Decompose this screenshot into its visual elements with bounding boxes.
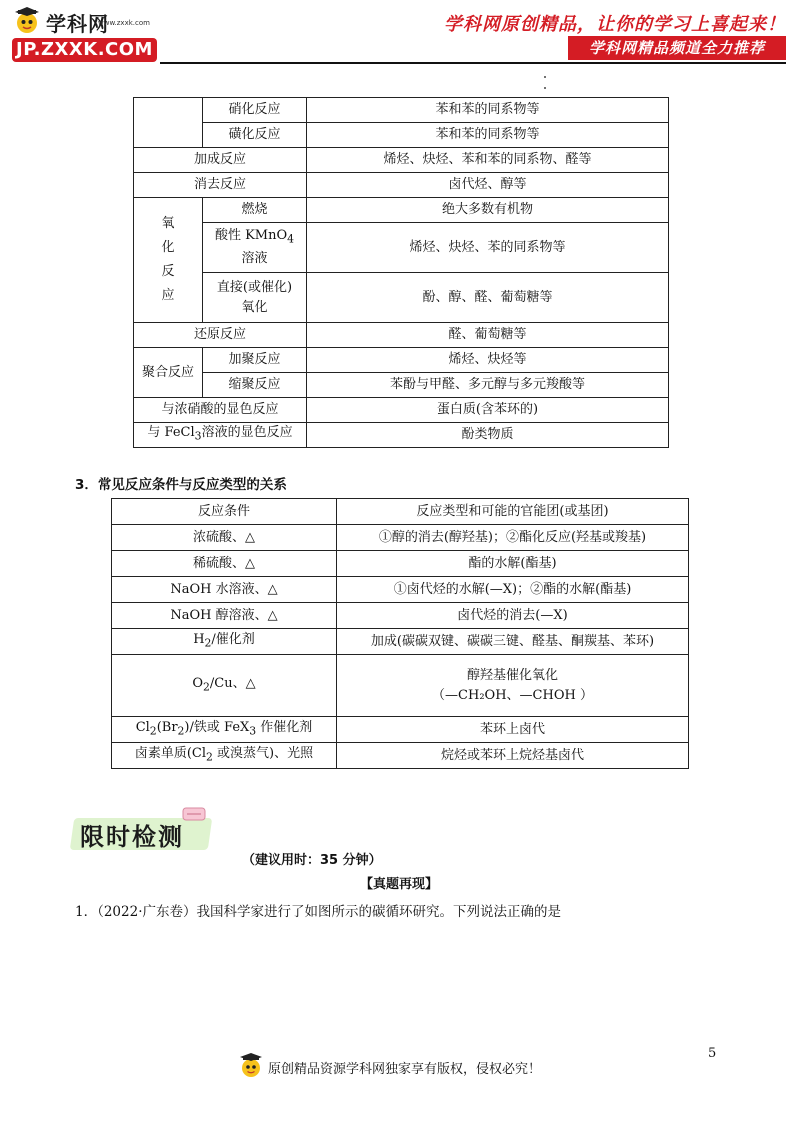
reaction-condition-table xyxy=(111,498,689,769)
cell-text: 溶液的显色反应 xyxy=(201,425,293,441)
group-char: 化 xyxy=(161,240,175,255)
cell-text: 卤素单质(Cl xyxy=(134,745,207,761)
condition-cell xyxy=(112,743,337,769)
copyright-notice: 原创精品资源学科网独家享有版权，侵权必究！ xyxy=(268,1062,542,1077)
empty-group-cell xyxy=(134,98,203,148)
table-row xyxy=(134,423,669,448)
header-slogan-badge: 学科网精品频道全力推荐 xyxy=(568,36,786,60)
subscript: 2 xyxy=(203,680,210,694)
reaction-type-cell: 与浓硝酸的显色反应 xyxy=(134,398,307,423)
reaction-type-table xyxy=(133,97,669,448)
reaction-type-cell: 加成(碳碳双键、碳碳三键、醛基、酮羰基、苯环) xyxy=(337,629,689,655)
speck-mark xyxy=(544,76,546,78)
table-row xyxy=(134,148,669,173)
substrate-cell: 烯烃、炔烃、苯和苯的同系物、醛等 xyxy=(307,148,669,173)
condition-cell xyxy=(112,717,337,743)
group-char: 应 xyxy=(161,288,175,303)
subscript: 2 xyxy=(177,724,185,738)
logo-name: 学科网 xyxy=(46,12,109,36)
table-row xyxy=(134,173,669,198)
reaction-type-cell: 苯环上卤代 xyxy=(337,717,689,743)
reaction-type-cell: 消去反应 xyxy=(134,173,307,198)
substrate-cell: 苯酚与甲醛、多元醇与多元羧酸等 xyxy=(307,373,669,398)
mascot-icon xyxy=(238,1052,264,1080)
cell-text: O xyxy=(192,675,204,691)
suggested-time: （建议用时：35 分钟） xyxy=(242,853,382,868)
reaction-type-cell: 加聚反应 xyxy=(203,348,307,373)
header-rule xyxy=(160,62,786,64)
cell-text: (Br xyxy=(156,719,178,735)
question-1: 1．（2022·广东卷）我国科学家进行了如图所示的碳循环研究。下列说法正确的是 xyxy=(75,904,561,920)
table-row xyxy=(112,603,689,629)
cell-text: 酸性 KMnO xyxy=(214,227,288,243)
table-row xyxy=(134,98,669,123)
logo-subtext: www.zxxk.com xyxy=(98,19,150,27)
footer xyxy=(238,1052,568,1082)
reaction-type-cell xyxy=(203,273,307,323)
cell-text: 或溴蒸气)、光照 xyxy=(212,745,314,761)
timed-test-banner xyxy=(64,812,214,852)
subscript: 3 xyxy=(194,429,202,443)
table-row xyxy=(112,577,689,603)
reaction-type-cell: 还原反应 xyxy=(134,323,307,348)
substrate-cell: 卤代烃、醇等 xyxy=(307,173,669,198)
table-row xyxy=(112,743,689,769)
header-slogan: 学科网原创精品，让你的学习上喜起来！ xyxy=(444,14,786,35)
subscript: 2 xyxy=(204,636,212,650)
condition-cell: NaOH 醇溶液、△ xyxy=(112,603,337,629)
table-row xyxy=(112,717,689,743)
reaction-type-cell: 缩聚反应 xyxy=(203,373,307,398)
table-row xyxy=(134,273,669,323)
substrate-cell: 醛、葡萄糖等 xyxy=(307,323,669,348)
subscript: 2 xyxy=(206,750,213,764)
reaction-type-cell: ①卤代烃的水解(—X)；②酯的水解(酯基) xyxy=(337,577,689,603)
cell-text: /Cu、△ xyxy=(209,675,256,691)
substrate-cell: 烯烃、炔烃等 xyxy=(307,348,669,373)
cell-text: /催化剂 xyxy=(211,631,255,647)
cell-text: 醇羟基催化氧化 xyxy=(466,667,558,683)
reaction-type-cell xyxy=(203,223,307,273)
condition-cell: NaOH 水溶液、△ xyxy=(112,577,337,603)
substrate-cell: 蛋白质(含苯环的) xyxy=(307,398,669,423)
table-row xyxy=(134,223,669,273)
cell-text: 直接(或催化) xyxy=(216,279,293,295)
cell-text: H xyxy=(193,631,205,647)
section-tag: 【真题再现】 xyxy=(360,877,439,892)
cell-text: 氧化 xyxy=(241,299,268,315)
reaction-type-cell: 烷烃或苯环上烷烃基卤代 xyxy=(337,743,689,769)
page-number: 5 xyxy=(708,1046,717,1061)
table-row xyxy=(134,198,669,223)
speck-mark xyxy=(544,87,546,89)
condition-cell: 浓硫酸、△ xyxy=(112,525,337,551)
reaction-type-cell xyxy=(134,423,307,448)
logo-url-badge[interactable]: JP.ZXXK.COM xyxy=(12,38,157,62)
reaction-type-cell: ①醇的消去(醇羟基)；②酯化反应(羟基或羧基) xyxy=(337,525,689,551)
table-row xyxy=(134,348,669,373)
cell-text: Cl xyxy=(135,719,150,735)
reaction-type-cell: 磺化反应 xyxy=(203,123,307,148)
cell-text: )/铁或 FeX xyxy=(184,719,250,735)
condition-cell xyxy=(112,629,337,655)
condition-cell: 稀硫酸、△ xyxy=(112,551,337,577)
condition-cell xyxy=(112,655,337,717)
cell-text: 与 FeCl xyxy=(147,425,195,441)
reaction-type-cell: 酯的水解(酯基) xyxy=(337,551,689,577)
substrate-cell: 酚、醇、醛、葡萄糖等 xyxy=(307,273,669,323)
table-row xyxy=(134,123,669,148)
reaction-type-cell: 卤代烃的消去(—X) xyxy=(337,603,689,629)
subscript: 4 xyxy=(287,232,295,246)
functional-group-formula: （—CH₂OH、—CHOH ） xyxy=(432,687,593,703)
group-char: 反 xyxy=(161,264,175,279)
subscript: 3 xyxy=(249,724,257,738)
section-3-title: 3．常见反应条件与反应类型的关系 xyxy=(75,477,287,493)
group-char: 氧 xyxy=(161,216,175,231)
table-row xyxy=(112,525,689,551)
site-logo[interactable] xyxy=(12,6,162,34)
oxidation-group-cell xyxy=(134,198,203,323)
column-header: 反应条件 xyxy=(112,499,337,525)
reaction-type-cell: 燃烧 xyxy=(203,198,307,223)
paperclip-icon xyxy=(181,804,207,824)
table-row xyxy=(134,398,669,423)
reaction-type-cell: 加成反应 xyxy=(134,148,307,173)
table-row xyxy=(134,323,669,348)
table-row xyxy=(112,655,689,717)
cell-text: 作催化剂 xyxy=(256,719,313,735)
subscript: 2 xyxy=(149,724,157,738)
banner-title: 限时检测 xyxy=(80,823,184,851)
table-row xyxy=(112,629,689,655)
table-row xyxy=(134,373,669,398)
substrate-cell: 烯烃、炔烃、苯的同系物等 xyxy=(307,223,669,273)
reaction-type-cell: 硝化反应 xyxy=(203,98,307,123)
table-header-row xyxy=(112,499,689,525)
substrate-cell: 绝大多数有机物 xyxy=(307,198,669,223)
substrate-cell: 苯和苯的同系物等 xyxy=(307,123,669,148)
substrate-cell: 苯和苯的同系物等 xyxy=(307,98,669,123)
substrate-cell: 酚类物质 xyxy=(307,423,669,448)
column-header: 反应类型和可能的官能团(或基团) xyxy=(337,499,689,525)
cell-text: 溶液 xyxy=(241,251,268,267)
polymer-group-cell: 聚合反应 xyxy=(134,348,203,398)
table-row xyxy=(112,551,689,577)
mascot-icon xyxy=(12,6,42,36)
reaction-type-cell xyxy=(337,655,689,717)
